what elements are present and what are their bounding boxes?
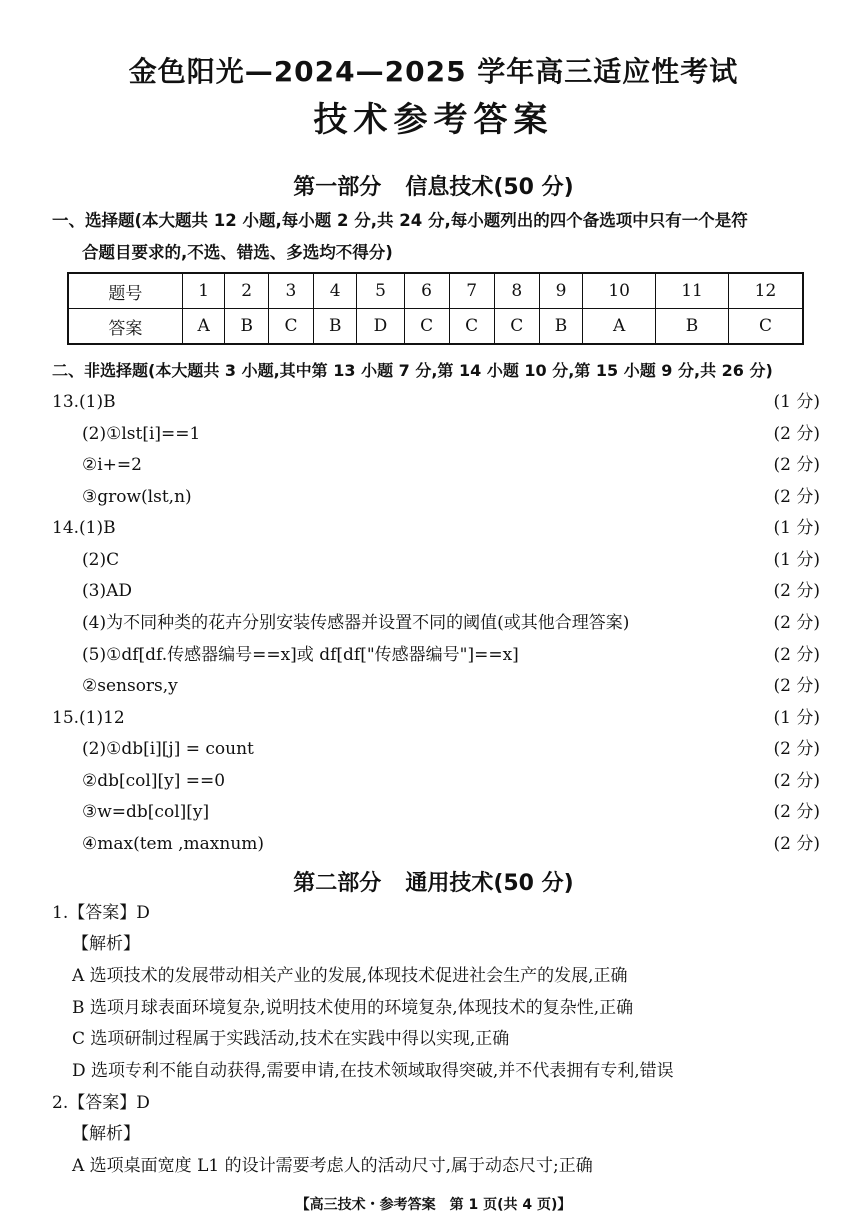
- answer-points: (1 分): [773, 518, 820, 538]
- answer-points: (1 分): [773, 392, 820, 412]
- table-row-answers: [68, 309, 803, 345]
- answer-points: (2 分): [773, 802, 820, 822]
- part1-subject: 信息技术(50 分): [405, 175, 574, 200]
- part1-label: 第一部分: [293, 175, 382, 200]
- answer-points: (2 分): [773, 834, 820, 854]
- answer-item: [52, 734, 820, 764]
- question-number: 9: [539, 273, 582, 309]
- answer-text: 15.(1)12: [52, 708, 125, 728]
- answer-text: (2)①lst[i]==1: [82, 424, 201, 444]
- part2-heading: [0, 866, 867, 897]
- analysis-text: B 选项月球表面环境复杂,说明技术使用的环境复杂,体现技术的复杂性,正确: [72, 998, 634, 1018]
- answer-points: (2 分): [773, 581, 820, 601]
- answer-points: (2 分): [773, 424, 820, 444]
- page-footer: 【高三技术・参考答案 第 1 页(共 4 页)】: [295, 1197, 572, 1213]
- answer-cell: C: [494, 309, 539, 345]
- section1-line1: 一、选择题(本大题共 12 小题,每小题 2 分,共 24 分,每小题列出的四个备选项中只有一个是符: [52, 211, 748, 230]
- answer-cell: C: [449, 309, 494, 345]
- answer-text: ④max(tem ,maxnum): [82, 834, 265, 854]
- table-header-number: 题号: [68, 273, 182, 309]
- document-title: 技术参考答案: [313, 100, 554, 140]
- analysis-label: 【解析】: [72, 1124, 140, 1144]
- answer-item: [52, 766, 820, 796]
- section1-instructions: [52, 205, 827, 269]
- part1-heading: [0, 170, 867, 201]
- part2-subject: 通用技术(50 分): [405, 871, 574, 896]
- question-number: 12: [728, 273, 803, 309]
- question-number: 5: [357, 273, 404, 309]
- answer-points: (2 分): [773, 613, 820, 633]
- analysis-text: A 选项桌面宽度 L1 的设计需要考虑人的活动尺寸,属于动态尺寸;正确: [72, 1156, 593, 1176]
- answer-points: (2 分): [773, 739, 820, 759]
- answer-item: [52, 640, 820, 670]
- answer-item: [52, 513, 820, 543]
- answer-item: [52, 387, 820, 417]
- answer-cell: C: [728, 309, 803, 345]
- multiple-choice-answer-table: [67, 272, 804, 345]
- part2-label: 第二部分: [293, 871, 382, 896]
- answer-text: (2)①db[i][j] = count: [82, 739, 254, 759]
- question-number: 8: [494, 273, 539, 309]
- table-row-numbers: [68, 273, 803, 309]
- question-number: 1: [182, 273, 225, 309]
- question-number: 4: [314, 273, 357, 309]
- answer-cell: B: [225, 309, 268, 345]
- answer-item: [52, 545, 820, 575]
- answer-cell: A: [182, 309, 225, 345]
- question-number: 2: [225, 273, 268, 309]
- answer-text: 14.(1)B: [52, 518, 116, 538]
- answer-item: [52, 576, 820, 606]
- answer-cell: D: [357, 309, 404, 345]
- answer-item: [52, 703, 820, 733]
- answer-item: [52, 608, 820, 638]
- answer-item: [52, 671, 820, 701]
- exam-title: 金色阳光—2024—2025 学年高三适应性考试: [128, 55, 739, 88]
- answer-text: ②i+=2: [82, 455, 142, 475]
- answer-points: (2 分): [773, 676, 820, 696]
- question-number: 11: [656, 273, 729, 309]
- answer-cell: B: [314, 309, 357, 345]
- question-answer: 1.【答案】D: [52, 903, 150, 923]
- answer-text: (3)AD: [82, 581, 132, 601]
- answer-points: (2 分): [773, 455, 820, 475]
- answer-points: (1 分): [773, 708, 820, 728]
- answer-points: (2 分): [773, 645, 820, 665]
- answer-text: (4)为不同种类的花卉分别安装传感器并设置不同的阈值(或其他合理答案): [82, 613, 630, 633]
- analysis-label: 【解析】: [72, 934, 140, 954]
- answer-text: (2)C: [82, 550, 120, 570]
- question-number: 7: [449, 273, 494, 309]
- section1-line2: 合题目要求的,不选、错选、多选均不得分): [82, 243, 393, 262]
- answer-points: (1 分): [773, 550, 820, 570]
- analysis-text: A 选项技术的发展带动相关产业的发展,体现技术促进社会生产的发展,正确: [72, 966, 628, 986]
- answer-cell: B: [539, 309, 582, 345]
- answer-text: ③w=db[col][y]: [82, 802, 210, 822]
- analysis-text: D 选项专利不能自动获得,需要申请,在技术领域取得突破,并不代表拥有专利,错误: [72, 1061, 674, 1081]
- answer-text: ③grow(lst,n): [82, 487, 192, 507]
- answer-text: 13.(1)B: [52, 392, 116, 412]
- analysis-text: C 选项研制过程属于实践活动,技术在实践中得以实现,正确: [72, 1029, 510, 1049]
- answer-item: [52, 419, 820, 449]
- answer-item: [52, 482, 820, 512]
- question-number: 6: [404, 273, 449, 309]
- answer-cell: C: [268, 309, 313, 345]
- answer-points: (2 分): [773, 487, 820, 507]
- answer-cell: C: [404, 309, 449, 345]
- answer-item: [52, 797, 820, 827]
- question-answer: 2.【答案】D: [52, 1093, 150, 1113]
- answer-text: (5)①df[df.传感器编号==x]或 df[df["传感器编号"]==x]: [82, 645, 519, 665]
- question-number: 10: [583, 273, 656, 309]
- answer-cell: B: [656, 309, 729, 345]
- answer-points: (2 分): [773, 771, 820, 791]
- answer-cell: A: [583, 309, 656, 345]
- answer-item: [52, 829, 820, 859]
- answer-text: ②db[col][y] ==0: [82, 771, 226, 791]
- answer-text: ②sensors,y: [82, 676, 178, 696]
- table-header-answer: 答案: [68, 309, 182, 345]
- answer-item: [52, 450, 820, 480]
- question-number: 3: [268, 273, 313, 309]
- section2-instructions: 二、非选择题(本大题共 3 小题,其中第 13 小题 7 分,第 14 小题 10 分,第 15 小题 9 分,共 26 分): [52, 361, 773, 380]
